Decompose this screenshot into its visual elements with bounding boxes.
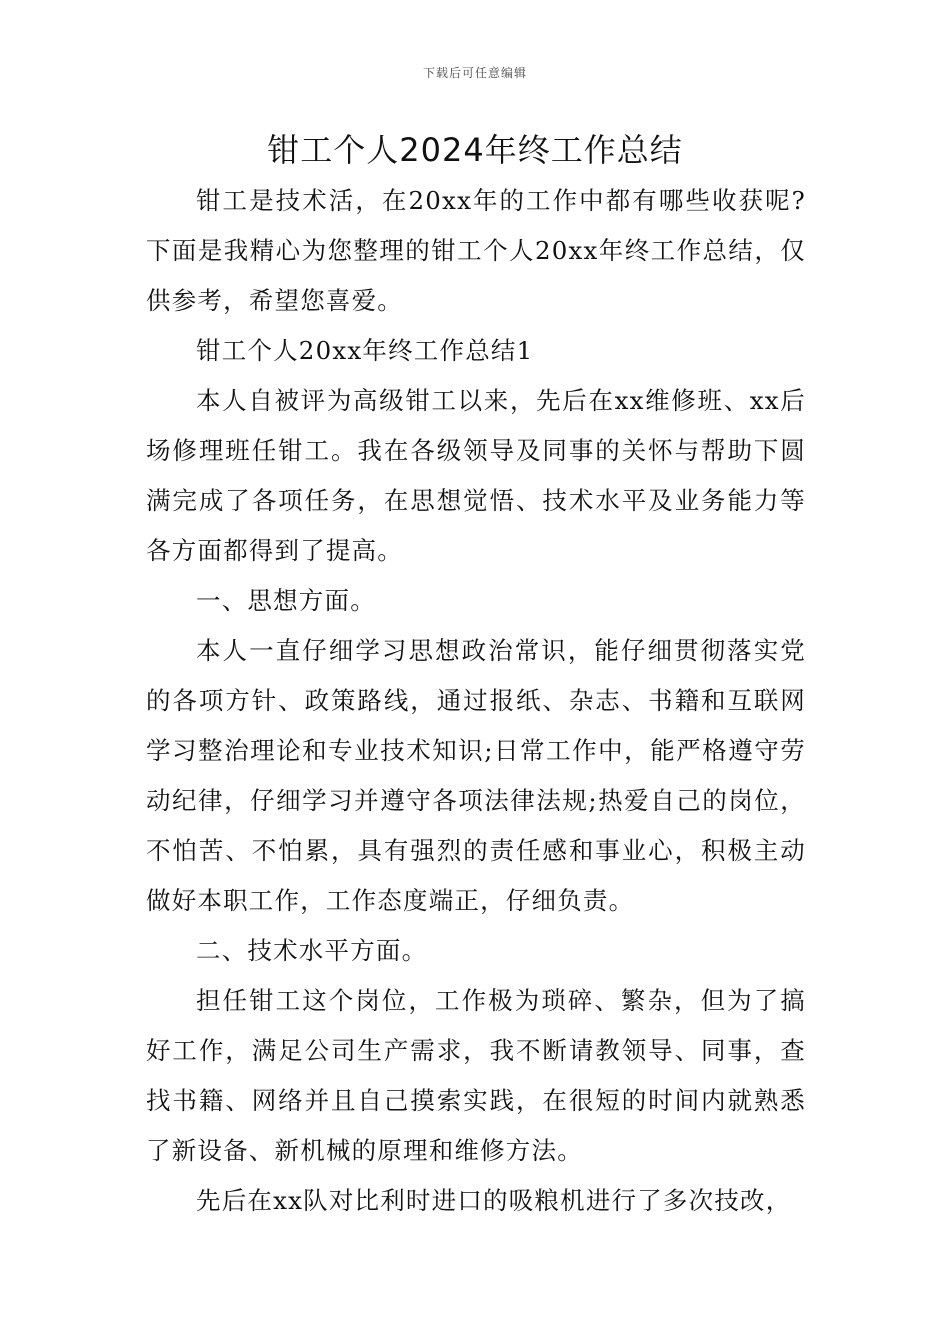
paragraph-technical: 担任钳工这个岗位，工作极为琐碎、繁杂，但为了搞好工作，满足公司生产需求，我不断请教领导、同事，查找书籍、网络并且自己摸索实践，在很短的时间内就熟悉了新设备、新机械的原理和维修方法。 [146, 986, 806, 1165]
section-heading-thought: 一、思想方面。 [196, 586, 376, 615]
paragraph-intro: 钳工是技术活，在20xx年的工作中都有哪些收获呢?下面是我精心为您整理的钳工个人20xx年终工作总结，仅供参考，希望您喜爱。 [146, 186, 806, 315]
paragraph-thought: 本人一直仔细学习思想政治常识，能仔细贯彻落实党的各项方针、政策路线，通过报纸、杂志、书籍和互联网学习整治理论和专业技术知识;日常工作中，能严格遵守劳动纪律，仔细学习并遵守各项法律法规;热爱自己的岗位，不怕苦、不怕累，具有强烈的责任感和事业心，积极主动做好本职工作，工作态度端正，仔细负责。 [146, 636, 806, 915]
paragraph-technical-continued: 先后在xx队对比利时进口的吸粮机进行了多次技改， [196, 1186, 792, 1215]
header-note: 下载后可任意编辑 [422, 66, 527, 80]
document-title: 钳工个人2024年终工作总结 [267, 131, 683, 169]
section-heading-technical: 二、技术水平方面。 [196, 936, 428, 965]
paragraph-overview: 本人自被评为高级钳工以来，先后在xx维修班、xx后场修理班任钳工。我在各级领导及同事的关怀与帮助下圆满完成了各项任务，在思想觉悟、技术水平及业务能力等各方面都得到了提高。 [146, 386, 806, 565]
document-body [146, 176, 806, 1226]
paragraph-subtitle: 钳工个人20xx年终工作总结1 [196, 336, 534, 365]
